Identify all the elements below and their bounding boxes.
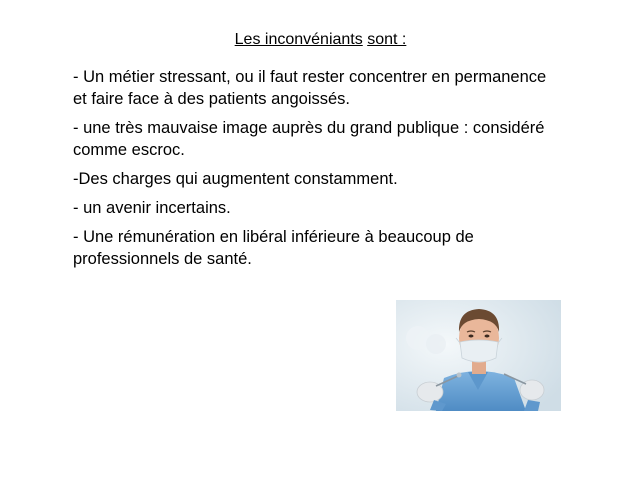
slide-title bbox=[0, 30, 638, 50]
mirror-head bbox=[457, 373, 462, 378]
lamp-light bbox=[426, 334, 446, 354]
list-item: -Des charges qui augmentent constamment. bbox=[73, 170, 398, 188]
list-item: - Un métier stressant, ou il faut rester concentrer en permanence et faire face à des patients angoissés. bbox=[73, 68, 547, 108]
dentist-photo bbox=[396, 300, 561, 411]
disadvantages-list bbox=[73, 66, 563, 277]
list-item: - un avenir incertains. bbox=[73, 199, 231, 217]
list-item: - une très mauvaise image auprès du grand publique : considéré comme escroc. bbox=[73, 119, 545, 159]
eye-right bbox=[485, 335, 490, 338]
surgical-mask bbox=[460, 340, 498, 362]
title-underlined-1: Les inconvéniants bbox=[234, 31, 363, 48]
list-item: - Une rémunération en libéral inférieure à beaucoup de professionnels de santé. bbox=[73, 228, 474, 268]
eye-left bbox=[469, 335, 474, 338]
dentist-illustration bbox=[396, 300, 561, 411]
title-underlined-2: sont : bbox=[367, 31, 407, 48]
